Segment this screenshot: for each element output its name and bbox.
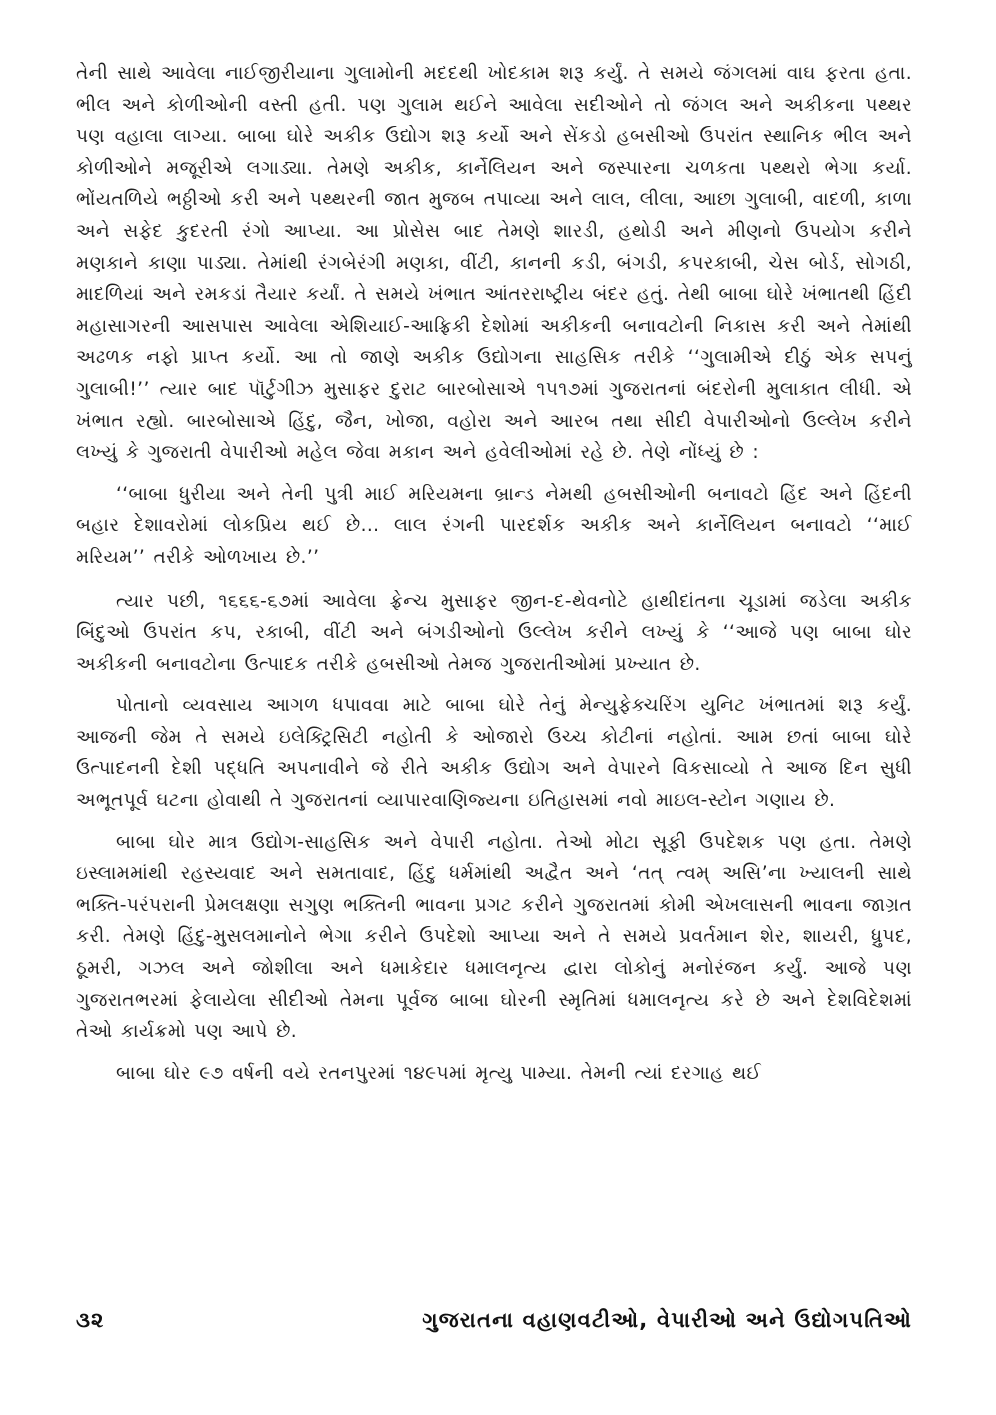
quote-paragraph: ‘‘બાબા ધુરીયા અને તેની પુત્રી માઈ મરિયમના બ્રાન્ડ નેમથી હબસીઓની બનાવટો હિંદ અને હિંદની બહાર દેશાવરોમાં લોકપ્રિય થઈ છે... લાલ રંગની પારદર્શક અકીક અને કાર્નેલિયન બનાવટો ‘‘માઈ મરિયમ’’ તરીકે ઓળખાય છે.’’ [76,483,912,568]
paragraph-6: બાબા ઘોર ૯૭ વર્ષની વયે રતનપુરમાં ૧૪૯૫માં મૃત્યુ પામ્યા. તેમની ત્યાં દરગાહ થઈ [116,1062,762,1084]
page-number: ૩૨ [76,1307,105,1332]
book-title: ગુજરાતના વહાણવટીઓ, વેપારીઓ અને ઉદ્યોગપતિઓ [422,1307,912,1332]
paragraph-3: ત્યાર પછી, ૧૬૬૬-૬૭માં આવેલા ફ્રેન્ચ મુસાફર જીન-દ-થેવનોટે હાથીદાંતના ચૂડામાં જડેલા અકીક બિંદુઓ ઉપરાંત કપ, રકાબી, વીંટી અને બંગડીઓનો ઉલ્લેખ કરીને લખ્યું કે ‘‘આજે પણ બાબા ઘોર અકીકની બનાવટોના ઉત્પાદક તરીકે હબસીઓ તેમજ ગુજરાતીઓમાં પ્રખ્યાત છે. [76,590,912,675]
paragraph-4: પોતાનો વ્યવસાય આગળ ધપાવવા માટે બાબા ઘોરે તેનું મેન્યુફેક્ચરિંગ યુનિટ ખંભાતમાં શરૂ કર્યું. આજની જેમ તે સમયે ઇલેક્ટ્રિસિટી નહોતી કે ઓજારો ઉચ્ચ કોટીનાં નહોતાં. આમ છતાં બાબા ઘોરે ઉત્પાદનની દેશી પદ્ધતિ અપનાવીને જે રીતે અકીક ઉદ્યોગ અને વેપારને વિકસાવ્યો તે આજ દિન સુધી અભૂતપૂર્વ ઘટના હોવાથી તે ગુજરાતનાં વ્યાપારવાણિજ્યના ઇતિહાસમાં નવો માઇલ-સ્ટોન ગણાય છે. [76,695,912,812]
paragraph-1: તેની સાથે આવેલા નાઈજીરીયાના ગુલામોની મદદથી ખોદકામ શરૂ કર્યું. તે સમયે જંગલમાં વાઘ ફરતા હતા. ભીલ અને કોળીઓની વસ્તી હતી. પણ ગુલામ થઈને આવેલા સદીઓને તો જંગલ અને અકીકના પથ્થર પણ વહાલા લાગ્યા. બાબા ઘોરે અકીક ઉદ્યોગ શરૂ કર્યો અને સેંકડો હબસીઓ ઉપરાંત સ્થાનિક ભીલ અને કોળીઓને મજૂરીએ લગાડ્યા. તેમણે અકીક, કાર્નેલિયન અને જસ્પારના ચળકતા પથ્થરો ભેગા કર્યા. ભોંયતળિયે ભઠ્ઠીઓ કરી અને પથ્થરની જાત મુજબ તપાવ્યા અને લાલ, લીલા, આછા ગુલાબી, વાદળી, કાળા અને સફેદ કુદરતી રંગો આપ્યા. આ પ્રોસેસ બાદ તેમણે શારડી, હથોડી અને મીણનો ઉપયોગ કરીને મણકાને કાણા પાડ્યા. તેમાંથી રંગબેરંગી મણકા, વીંટી, કાનની કડી, બંગડી, કપરકાબી, ચેસ બોર્ડ, સોગઠી, માદળિયાં અને રમકડાં તૈયાર કર્યાં. તે સમયે ખંભાત આંતરરાષ્ટ્રીય બંદર હતું. તેથી બાબા ઘોરે ખંભાતથી હિંદી મહાસાગરની આસપાસ આવેલા એશિયાઈ-આફ્રિકી દેશોમાં અકીકની બનાવટોની નિકાસ કરી અને તેમાંથી અઢળક નફો પ્રાપ્ત કર્યો. આ તો જાણે અકીક ઉદ્યોગના સાહસિક તરીકે ‘‘ગુલામીએ દીઠું એક સપનું ગુલાબી!’’ ત્યાર બાદ પૉર્ટુગીઝ મુસાફર દુરાટ બારબોસાએ ૧૫૧૭માં ગુજરાતનાં બંદરોની મુલાકાત લીધી. એ ખંભાત રહ્યો. બારબોસાએ હિંદુ, જૈન, ખોજા, વહોરા અને આરબ તથા સીદી વેપારીઓનો ઉલ્લેખ કરીને લખ્યું કે ગુજરાતી વેપારીઓ મહેલ જેવા મકાન અને હવેલીઓમાં રહે છે. તેણે નોંધ્યું છે : [76,63,912,464]
paragraph-5: બાબા ઘોર માત્ર ઉદ્યોગ-સાહસિક અને વેપારી નહોતા. તેઓ મોટા સૂફી ઉપદેશક પણ હતા. તેમણે ઇસ્લામમાંથી રહસ્યવાદ અને સમતાવાદ, હિંદુ ધર્મમાંથી અદ્વૈત અને ‘તત્ ત્વમ્ અસિ’ના ખ્યાલની સાથે ભક્તિ-પરંપરાની પ્રેમલક્ષણા સગુણ ભક્તિની ભાવના પ્રગટ કરીને ગુજરાતમાં કોમી એખલાસની ભાવના જાગ્રત કરી. તેમણે હિંદુ-મુસલમાનોને ભેગા કરીને ઉપદેશો આપ્યા અને તે સમયે પ્રવર્તમાન શેર, શાયરી, ધ્રુપદ, ઠૂમરી, ગઝલ અને જોશીલા અને ધમાકેદાર ધમાલનૃત્ય દ્વારા લોકોનું મનોરંજન કર્યું. આજે પણ ગુજરાતભરમાં ફેલાયેલા સીદીઓ તેમના પૂર્વજ બાબા ઘોરની સ્મૃતિમાં ધમાલનૃત્ય કરે છે અને દેશવિદેશમાં તેઓ કાર્યક્રમો પણ આપે છે. [76,831,912,1043]
page-body [76,58,912,1358]
page-footer [76,1302,912,1338]
